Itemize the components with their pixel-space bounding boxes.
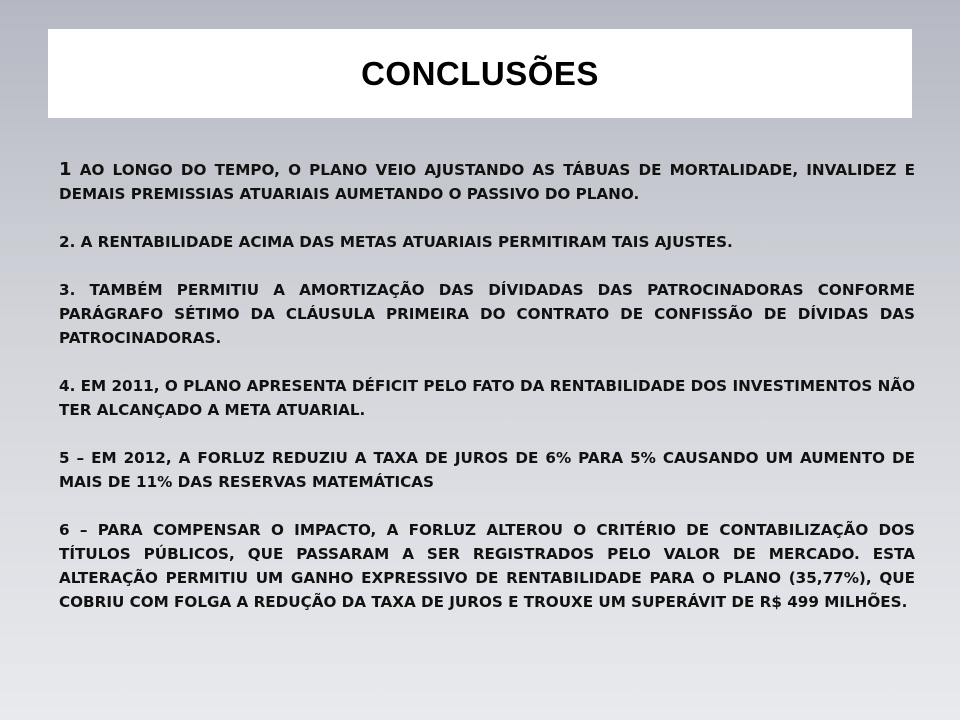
conclusion-number: 1 [59,159,72,180]
slide-title: CONCLUSÕES [361,54,599,92]
conclusion-item-2: 2. A RENTABILIDADE ACIMA DAS METAS ATUARIAIS PERMITIRAM TAIS AJUSTES. [59,233,733,251]
conclusion-item-6: 6 – PARA COMPENSAR O IMPACTO, A FORLUZ ALTEROU O CRITÉRIO DE CONTABILIZAÇÃO DOS TÍTULOS PÚBLICOS, QUE PASSARAM A SER REGISTRADOS PELO VALOR DE MERCADO. ESTA ALTERAÇÃO PERMITIU UM GANHO EXPRESSIVO DE RENTABILIDADE PARA O PLANO (35,77%), QUE COBRIU COM FOLGA A REDUÇÃO DA TAXA DE JUROS E TROUXE UM SUPERÁVIT DE R$ 499 MILHÕES. [59,521,915,611]
conclusion-item-1 [59,158,915,206]
conclusion-item-5: 5 – EM 2012, A FORLUZ REDUZIU A TAXA DE JUROS DE 6% PARA 5% CAUSANDO UM AUMENTO DE MAIS DE 11% DAS RESERVAS MATEMÁTICAS [59,449,915,491]
conclusion-item-3: 3. TAMBÉM PERMITIU A AMORTIZAÇÃO DAS DÍVIDADAS DAS PATROCINADORAS CONFORME PARÁGRAFO SÉTIMO DA CLÁUSULA PRIMEIRA DO CONTRATO DE CONFISSÃO DE DÍVIDAS DAS PATROCINADORAS. [59,281,915,347]
conclusion-text: AO LONGO DO TEMPO, O PLANO VEIO AJUSTANDO AS TÁBUAS DE MORTALIDADE, INVALIDEZ E DEMAIS PREMISSIAS ATUARIAIS AUMETANDO O PASSIVO DO PLANO. [59,161,915,203]
slide-body [59,158,915,614]
conclusion-item-4: 4. EM 2011, O PLANO APRESENTA DÉFICIT PELO FATO DA RENTABILIDADE DOS INVESTIMENTOS NÃO TER ALCANÇADO A META ATUARIAL. [59,377,915,419]
title-box [48,29,912,118]
